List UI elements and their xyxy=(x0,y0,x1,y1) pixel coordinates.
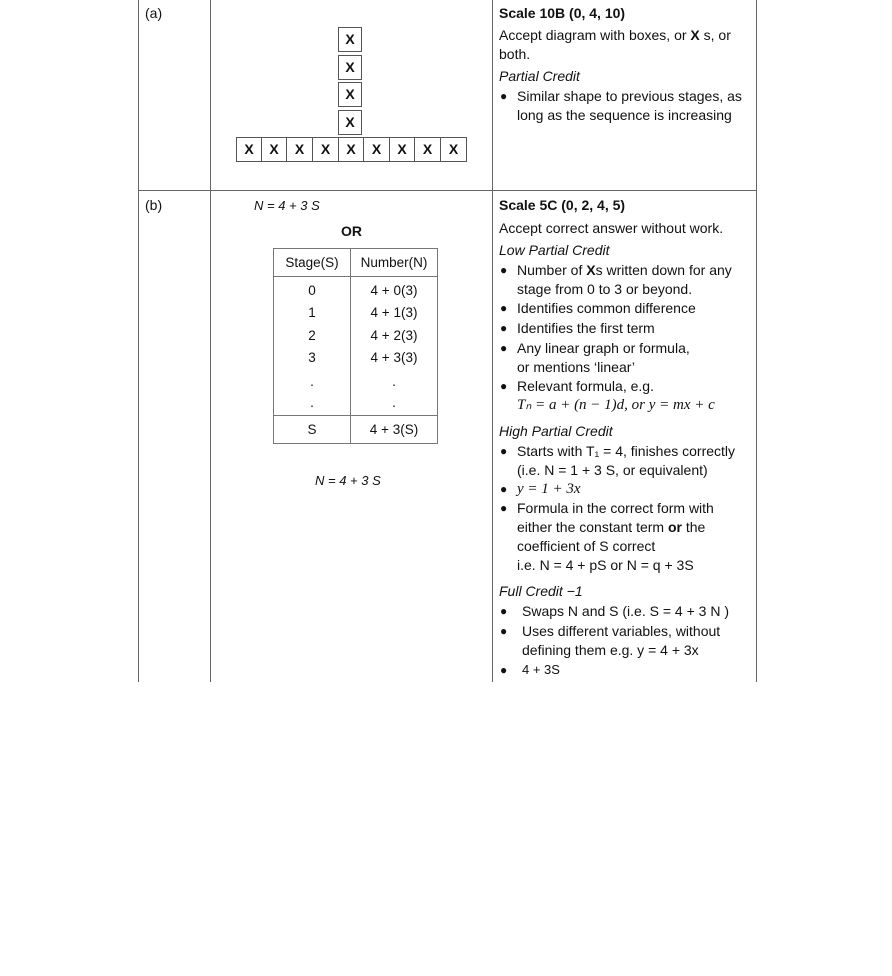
low-bullet-3: Identifies the first term xyxy=(517,320,655,336)
stage-cell: 1 xyxy=(308,305,316,320)
high-b3-bold: or xyxy=(667,519,682,535)
low-bullet-1-line1 xyxy=(517,261,732,280)
low-bullet-4-line2: or mentions ‘linear’ xyxy=(517,359,636,375)
stage-table-border xyxy=(350,248,351,444)
stage-table-border xyxy=(273,248,274,444)
full-bullet-1: Swaps N and S (i.e. S = 4 + 3 N ) xyxy=(522,603,729,619)
number-cell: 4 + 3(3) xyxy=(370,350,418,365)
low-bullet-5-formula: Tₙ = a + (n − 1)d, or y = mx + c xyxy=(517,397,715,413)
full-credit-heading: Full Credit −1 xyxy=(499,583,583,599)
bullet-icon: ● xyxy=(500,321,508,335)
row-a-scale-title: Scale 10B (0, 4, 10) xyxy=(499,5,626,21)
x-box: X xyxy=(261,137,287,162)
number-cell: 4 + 3(S) xyxy=(369,422,419,437)
x-box: X xyxy=(286,137,313,162)
formula-bottom: N = 4 + 3 S xyxy=(315,473,381,488)
table-border-right xyxy=(756,0,757,682)
stage-cell: 0 xyxy=(308,283,316,298)
full-bullet-2-line2: defining them e.g. y = 4 + 3x xyxy=(522,642,699,658)
bullet-icon: ● xyxy=(500,301,508,315)
row-a-accept-line2: both. xyxy=(499,46,531,62)
low-partial-heading: Low Partial Credit xyxy=(499,242,610,258)
or-label: OR xyxy=(341,223,362,239)
accept-x-bold: X xyxy=(690,27,700,43)
row-b-scale-title: Scale 5C (0, 2, 4, 5) xyxy=(499,197,626,213)
bullet-icon: ● xyxy=(500,444,508,458)
stage-table-border xyxy=(273,276,438,277)
x-box: X xyxy=(236,137,262,162)
row-b-label: (b) xyxy=(145,197,163,213)
stage-table-border xyxy=(273,415,438,416)
bullet-icon: ● xyxy=(500,263,508,277)
full-bullet-3: 4 + 3S xyxy=(522,662,560,677)
high-b3-text-post: the xyxy=(681,519,706,535)
table-divider-col1 xyxy=(210,0,211,682)
table-divider-col2 xyxy=(492,0,493,682)
high-bullet-2: y = 1 + 3x xyxy=(517,481,581,497)
stage-header: Stage(S) xyxy=(285,255,339,270)
x-box: X xyxy=(338,82,362,107)
row-a-partial-heading: Partial Credit xyxy=(499,68,580,84)
low-bullet-1-line2: stage from 0 to 3 or beyond. xyxy=(517,281,693,297)
accept-text-post: s, or xyxy=(699,27,731,43)
number-cell: 4 + 2(3) xyxy=(370,328,418,343)
x-box: X xyxy=(338,137,364,162)
bullet-icon: ● xyxy=(500,341,508,355)
stage-table-border xyxy=(437,248,438,444)
full-bullet-2-line1: Uses different variables, without xyxy=(522,623,721,639)
high-bullet-3-line3: coefficient of S correct xyxy=(517,538,656,554)
stage-table-border xyxy=(273,443,438,444)
row-a-partial-bullet-line1: Similar shape to previous stages, as xyxy=(517,88,742,104)
number-cell: 4 + 0(3) xyxy=(370,283,418,298)
stage-table-border xyxy=(273,248,438,249)
stage-cell: 2 xyxy=(308,328,316,343)
bullet-icon: ● xyxy=(500,501,508,515)
row-a-accept-line1 xyxy=(499,26,731,45)
high-bullet-1-line2: (i.e. N = 1 + 3 S, or equivalent) xyxy=(517,462,708,478)
high-bullet-3-line2 xyxy=(517,518,705,537)
bullet-icon: ● xyxy=(500,624,508,638)
row-b-accept-line: Accept correct answer without work. xyxy=(499,220,724,236)
low-bullet-2: Identifies common difference xyxy=(517,300,696,316)
stage-cell: S xyxy=(307,422,317,437)
x-box: X xyxy=(440,137,467,162)
high-bullet-3-line4: i.e. N = 4 + pS or N = q + 3S xyxy=(517,557,694,573)
number-cell: . xyxy=(392,374,396,389)
number-cell: . xyxy=(392,395,396,410)
bullet-icon: ● xyxy=(500,482,508,496)
stage-cell: . xyxy=(310,395,314,410)
accept-text: Accept diagram with boxes, or xyxy=(499,27,691,43)
low-bullet-5-line1: Relevant formula, e.g. xyxy=(517,378,654,394)
low-b1-bold: X xyxy=(586,262,596,278)
high-bullet-3-line1: Formula in the correct form with xyxy=(517,500,714,516)
x-box: X xyxy=(338,55,362,80)
row-separator xyxy=(138,190,757,191)
x-box: X xyxy=(363,137,390,162)
stage-cell: 3 xyxy=(308,350,316,365)
formula-top: N = 4 + 3 S xyxy=(254,198,320,213)
high-partial-heading: High Partial Credit xyxy=(499,423,613,439)
x-box: X xyxy=(312,137,339,162)
row-a-label: (a) xyxy=(145,5,163,21)
bullet-icon: ● xyxy=(500,379,508,393)
bullet-icon: ● xyxy=(500,89,508,103)
x-box: X xyxy=(414,137,441,162)
high-bullet-1-line1: Starts with T₁ = 4, finishes correctly xyxy=(517,443,736,459)
table-border-left xyxy=(138,0,139,682)
low-bullet-4-line1: Any linear graph or formula, xyxy=(517,340,690,356)
bullet-icon: ● xyxy=(500,663,508,677)
low-b1-text: Number of xyxy=(517,262,587,278)
x-box: X xyxy=(338,110,362,135)
x-box: X xyxy=(389,137,415,162)
bullet-icon: ● xyxy=(500,604,508,618)
number-cell: 4 + 1(3) xyxy=(370,305,418,320)
x-box: X xyxy=(338,27,362,52)
low-b1-text-post: s written down for any xyxy=(595,262,732,278)
stage-cell: . xyxy=(310,374,314,389)
high-b3-text: either the constant term xyxy=(517,519,668,535)
number-header: Number(N) xyxy=(360,255,428,270)
row-a-partial-bullet-line2: long as the sequence is increasing xyxy=(517,107,732,123)
